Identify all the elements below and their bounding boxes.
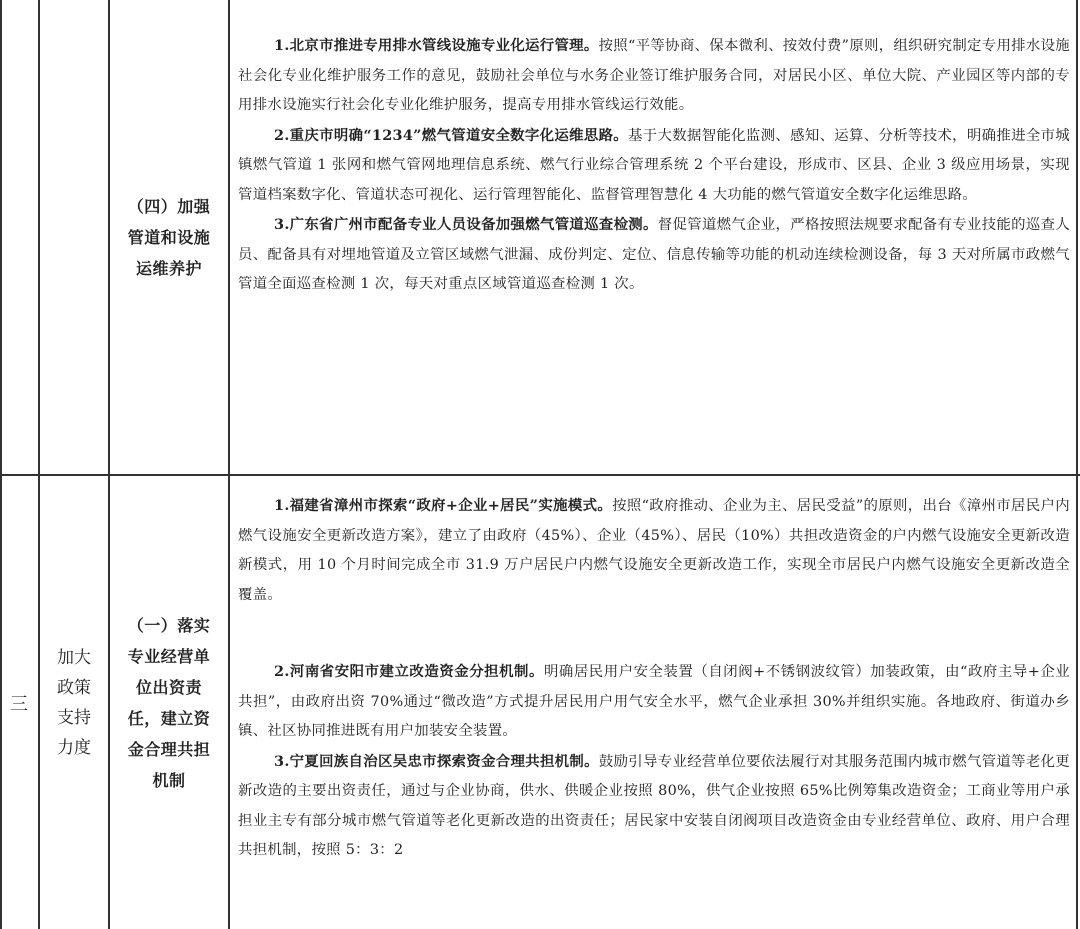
case-heading: 1.北京市推进专用排水管线设施专业化运行管理。 <box>274 37 599 54</box>
case-heading: 1.福建省漳州市探索“政府+企业+居民”实施模式。 <box>274 497 613 514</box>
case-body: 鼓励引导专业经营单位要依法履行对其服务范围内城市燃气管道等老化更新改造的主要出资责任，通过与企业协商，供水、供暖企业按照 80%，供气企业按照 65%比例筹集改造资金；工商业等用户承担业主专有部分城市燃气管道等老化更新改造的出资责任；居民家中安装自闭阀项目改造资金由专业经营单位、政府、用户合理共担机制，按照 5：3：2 <box>238 753 1070 858</box>
case-heading: 3.广东省广州市配备专业人员设备加强燃气管道巡查检测。 <box>274 216 658 233</box>
case-body: 明确居民用户安全装置（自闭阀+不锈钢波纹管）加装政策，由“政府主导+企业共担”，由政府出资 70%通过“微改造”方式提升居民用户用气安全水平，燃气企业承担 30%并组织实施。各地政府、街道办乡镇、社区协同推进既有用户加装安全装置。 <box>238 664 1070 739</box>
subtitle-cell-prev <box>110 0 228 474</box>
table-divider-3 <box>228 0 230 929</box>
subtitle: （一）落实专业经营单位出资责任，建立资金合理共担机制 <box>127 615 211 790</box>
content-cell-prev <box>232 31 1074 300</box>
content-cell <box>232 491 1074 866</box>
subtitle-cell <box>110 476 228 929</box>
case-heading: 2.河南省安阳市建立改造资金分担机制。 <box>274 663 544 680</box>
case-item <box>238 210 1070 300</box>
case-body: 按照“平等协商、保本微利、按效付费”原则，组织研究制定专用排水设施社会化专业化维护服务工作的意见，鼓励社会单位与水务企业签订维护服务合同，对居民小区、单位大院、产业园区等内部的专用排水设施实行社会化专业化维护服务，提高专用排水管线运行效能。 <box>238 38 1070 113</box>
subtitle-prev: （四）加强管道和设施运维养护 <box>127 196 211 278</box>
spacer <box>238 610 1070 657</box>
case-heading: 3.宁夏回族自治区吴忠市探索资金合理共担机制。 <box>274 752 599 770</box>
table-border-right <box>1076 0 1078 929</box>
section-number-cell <box>0 476 38 929</box>
case-body: 按照“政府推动、企业为主、居民受益”的原则，出台《漳州市居民户内燃气设施安全更新改造方案》，建立了由政府（45%）、企业（45%）、居民（10%）共担改造资金的户内燃气设施安全更新改造新模式，用 10 个月时间完成全市 31.9 万户居民户内燃气设施安全更新改造工作，实现全市居民户内燃气设施安全更新改造全覆盖。 <box>238 498 1070 603</box>
case-body: 督促管道燃气企业，严格按照法规要求配备有专业技能的巡查人员、配备具有对埋地管道及立管区域燃气泄漏、成份判定、定位、信息传输等功能的机动连续检测设备，每 3 天对所属市政燃气管道全面巡查检测 1 次，每天对重点区域管道巡查检测 1 次。 <box>238 217 1071 292</box>
case-item <box>238 121 1070 211</box>
case-item <box>238 31 1070 121</box>
case-body: 基于大数据智能化监测、感知、运算、分析等技术，明确推进全市城镇燃气管道 1 张网和燃气管网地理信息系统、燃气行业综合管理系统 2 个平台建设，形成市、区县、企业 3 级应用场景，实现管道档案数字化、管道状态可视化、运行管理智能化、监督管理智慧化 4 大功能的燃气管道安全数字化运维思路。 <box>238 127 1070 203</box>
case-item <box>238 657 1070 747</box>
case-heading: 2.重庆市明确“1234”燃气管道安全数字化运维思路。 <box>274 126 629 144</box>
category-title: 加大政策支持力度 <box>57 647 91 758</box>
case-item <box>238 491 1070 610</box>
case-item <box>238 747 1070 866</box>
category-cell <box>40 476 108 929</box>
section-number: 三 <box>10 693 28 715</box>
